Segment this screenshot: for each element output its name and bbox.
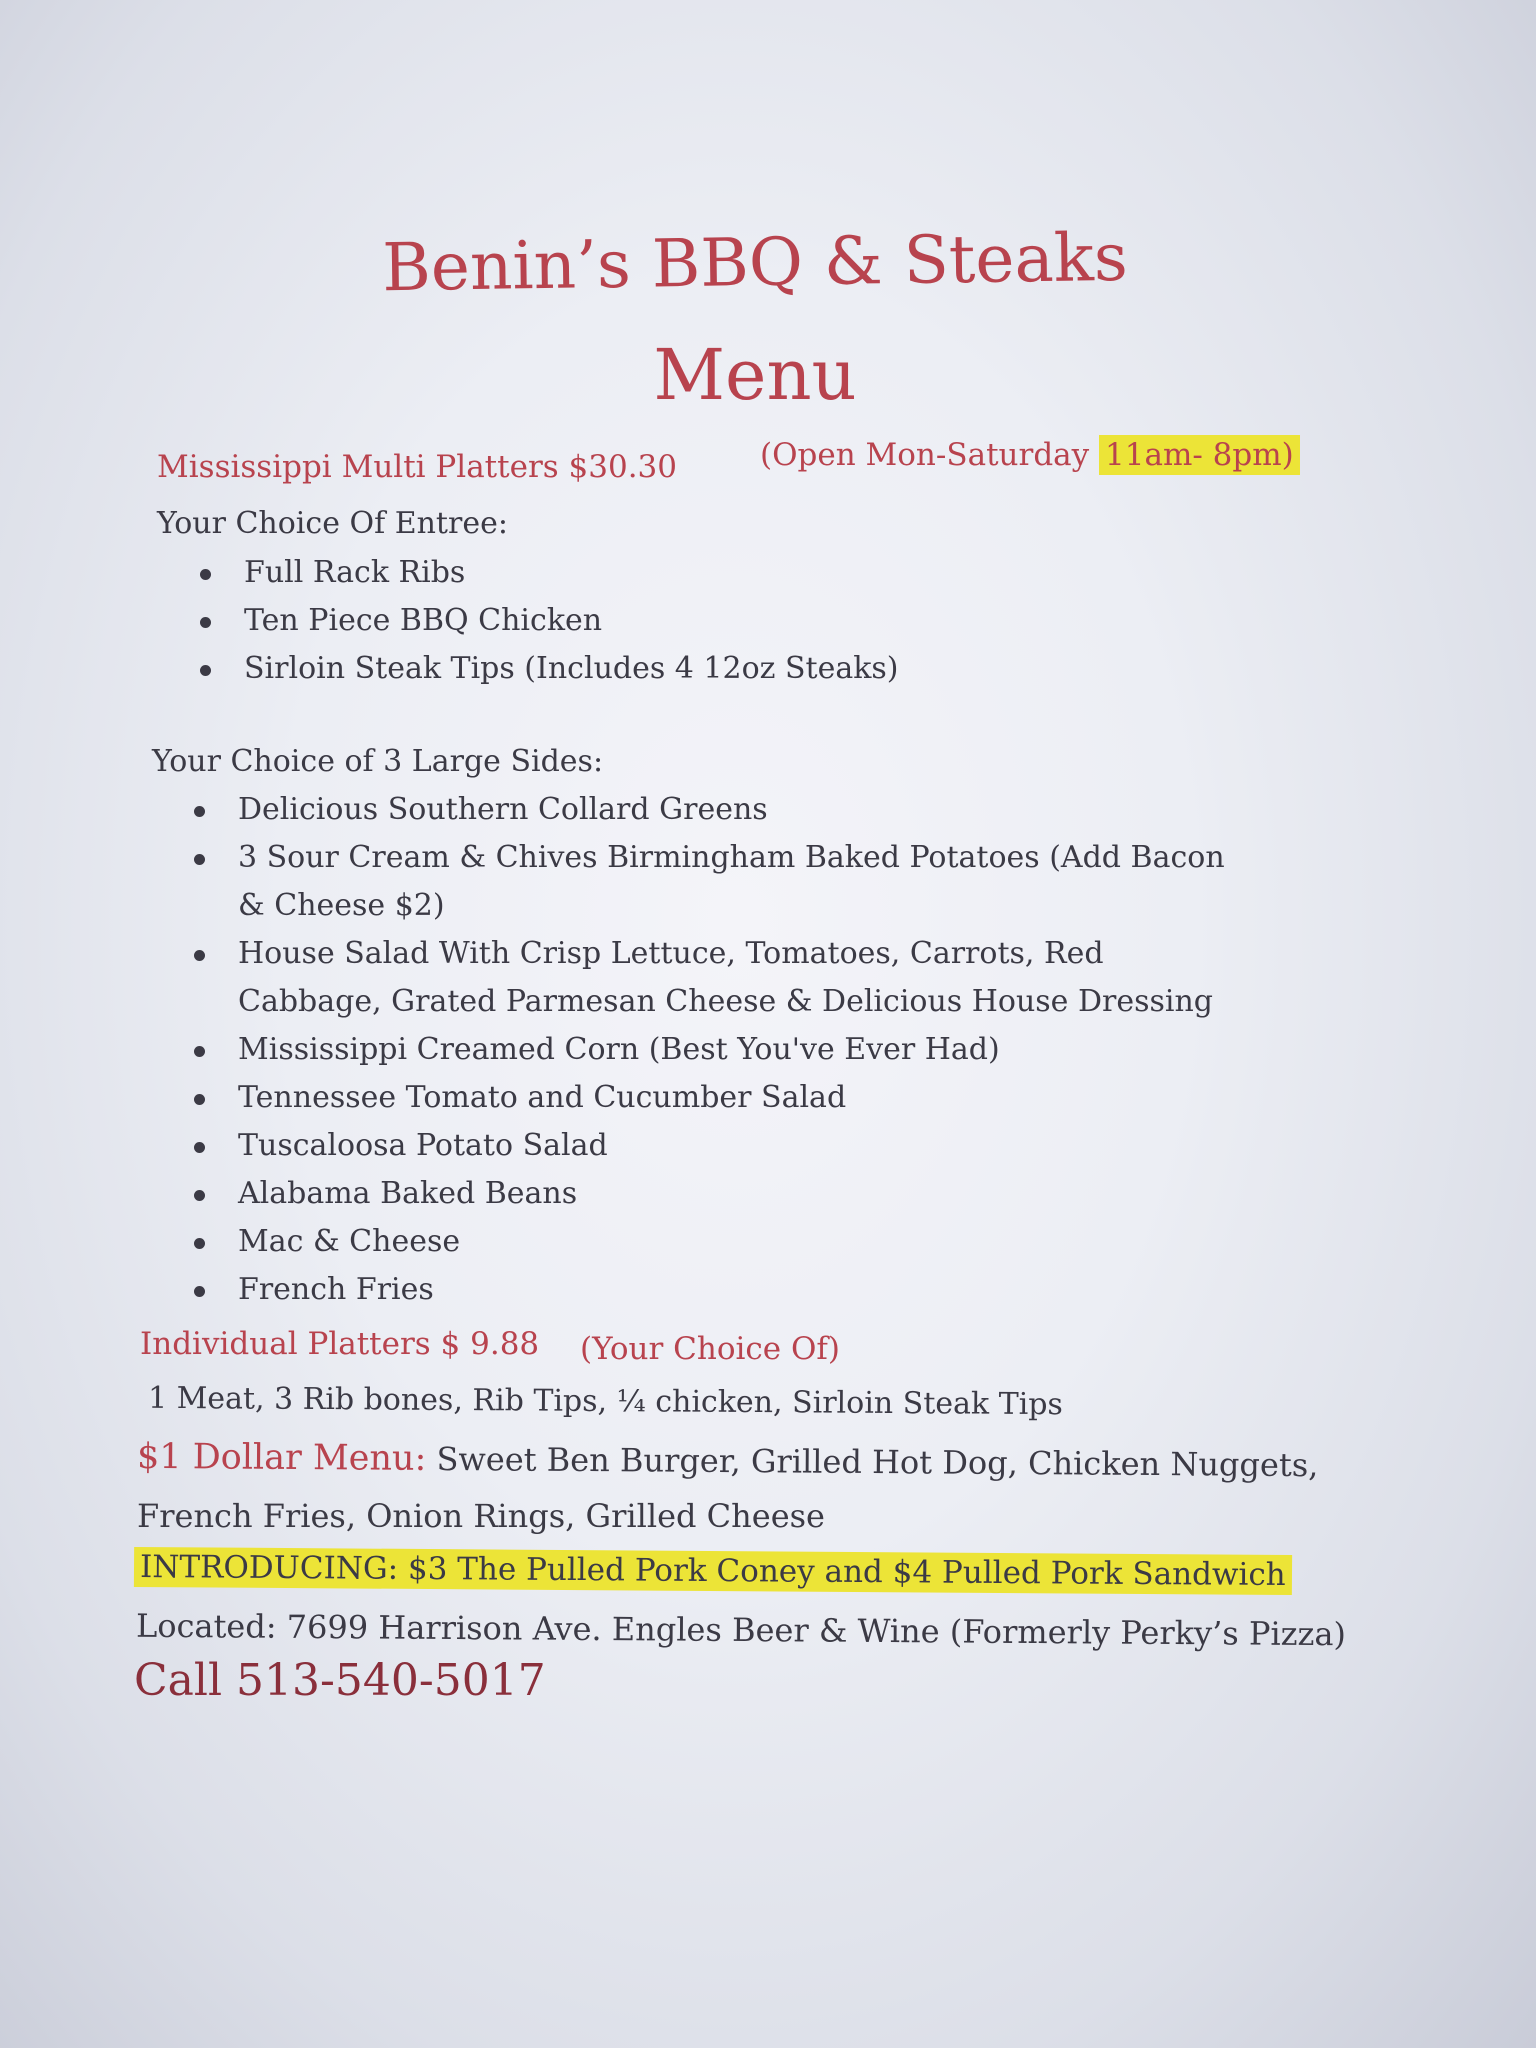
your-choice-note: (Your Choice Of)	[580, 1331, 840, 1367]
list-item	[194, 930, 1234, 1026]
hours-prefix: (Open Mon-Saturday	[760, 437, 1100, 473]
list-item: Ten Piece BBQ Chicken	[200, 597, 1100, 645]
list-item: Delicious Southern Collard Greens	[194, 786, 1234, 834]
multi-platters-heading: Mississippi Multi Platters $30.30	[157, 449, 677, 485]
list-item: Tennessee Tomato and Cucumber Salad	[194, 1074, 1234, 1122]
hours-highlight: 11am- 8pm)	[1099, 435, 1300, 475]
list-item: Full Rack Ribs	[200, 549, 1100, 597]
list-item: Mac & Cheese	[194, 1218, 1234, 1266]
entree-label: Your Choice Of Entree:	[157, 506, 508, 541]
dollar-menu-items: Sweet Ben Burger, Grilled Hot Dog, Chicken Nuggets,	[436, 1439, 1319, 1485]
dollar-menu-line	[137, 1436, 1319, 1486]
list-item-text: 3 Sour Cream & Chives Birmingham Baked Potatoes (Add Bacon & Cheese $2)	[238, 840, 1225, 923]
phone-number: Call 513-540-5017	[134, 1655, 546, 1706]
list-item: Alabama Baked Beans	[194, 1170, 1234, 1218]
list-item: Sirloin Steak Tips (Includes 4 12oz Steaks)	[200, 645, 1100, 693]
list-item	[194, 834, 1234, 930]
dollar-menu-heading: $1 Dollar Menu:	[136, 1436, 427, 1479]
location-line: Located: 7699 Harrison Ave. Engles Beer & Wine (Formerly Perky’s Pizza)	[135, 1606, 1347, 1654]
menu-title: Menu	[653, 334, 857, 416]
introducing-banner	[134, 1549, 1292, 1594]
individual-options: 1 Meat, 3 Rib bones, Rib Tips, ¼ chicken, Sirloin Steak Tips	[147, 1380, 1064, 1423]
introducing-text: INTRODUCING: $3 The Pulled Pork Coney and $4 Pulled Pork Sandwich	[134, 1547, 1292, 1595]
hours-note	[760, 437, 1300, 474]
restaurant-title: Benin’s BBQ & Steaks	[381, 218, 1129, 307]
entree-list	[200, 549, 1100, 693]
sides-list	[194, 786, 1234, 1314]
list-item: Tuscaloosa Potato Salad	[194, 1122, 1234, 1170]
dollar-menu-items-2: French Fries, Onion Rings, Grilled Cheese	[137, 1497, 825, 1535]
list-item: French Fries	[194, 1266, 1234, 1314]
list-item: Mississippi Creamed Corn (Best You've Ever Had)	[194, 1026, 1234, 1074]
sides-label: Your Choice of 3 Large Sides:	[152, 744, 604, 779]
list-item-text: House Salad With Crisp Lettuce, Tomatoes, Carrots, Red Cabbage, Grated Parmesan Cheese & Delicious House Dressing	[238, 936, 1214, 1019]
individual-platters-heading: Individual Platters $ 9.88	[140, 1326, 540, 1362]
